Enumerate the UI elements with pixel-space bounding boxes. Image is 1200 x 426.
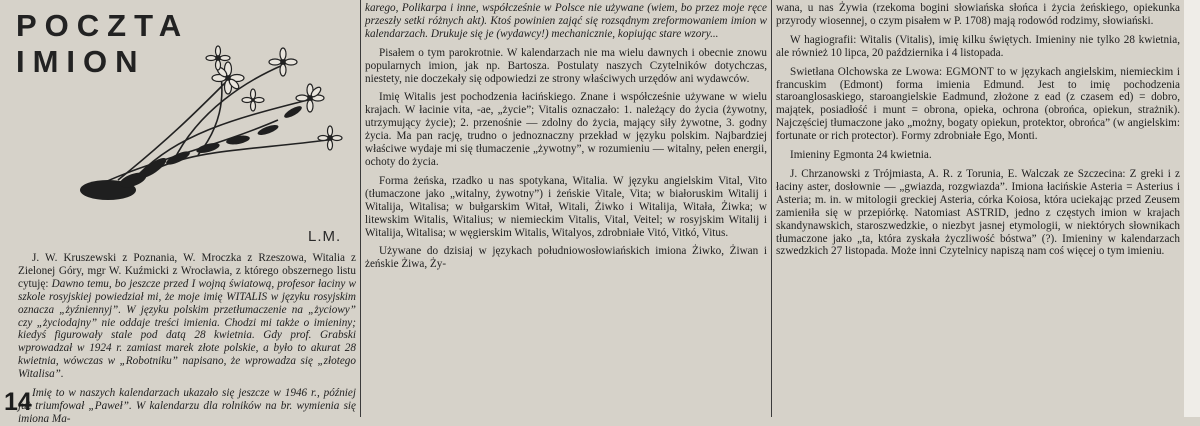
paragraph: Imieniny Egmonta 24 kwietnia.: [790, 149, 932, 162]
letter-2: Swietłana Olchowska ze Lwowa: EGMONT to w językach angielskim, niemieckim i francuskim (Edmont) forma imienia Edmund. Jest to imię pochodzenia staroanglosaskiego, staroangielskie Eadmund, złożone z ead (z czasem ed) = dobro, majątek, posiadłość i munt = obrona, opieka, ochrona (obrońca, opiekun, strażnik). Najczęściej tłumaczone jako „możny, bogaty opiekun, protektor, obrońca” (w angielskim: fortunate or rich protector). Formy zdrobniałe Ego, Monti.: [776, 65, 1180, 143]
letter-3: J. Chrzanowski z Trójmiasta, A. R. z Torunia, E. Walczak ze Szczecina: Z greki i z łaciny aster, dosłownie — „gwiazda, rozgwiazda”. Imiona łacińskie Asteria = Asterius i Asteria; m. in. w mitologii greckiej Asteria, córka Koiosa, która uciekając przed Zeusem zamieniła się w przepiórkę. Natomiast ASTRID, jedno z częstych imion w krajach skandynawskich, staroszwedzkie, o niezbyt jasnej etymologii, w niektórych słownikach tłumaczone jako „ta, która zyskała życzliwość bóstwa” (?). Imieniny w kalendarzach szwedzkich 27 listopada. Może inni Czytelnicy napiszą nam coś więcej o tym imieniu.: [776, 167, 1180, 258]
letter-1: [18, 252, 356, 381]
paragraph: Imię Witalis jest pochodzenia łacińskiego. Znane i współcześnie używane w wielu krajach. W łacinie vita, -ae, „życie”; Vitalis oznaczało: 1. należący do życia (żywotny, utrzymujący życie); 2. przenośnie — zdolny do życia, mający siły żywotne, 3. godny życia. Ma pan rację, trudno o jednoznaczny przekład w języku polskim. Najbardziej właściwe wydaje mi się tłumaczenie „żywotny”, w rozumieniu — witalny, pełen energii, ochoty do życia.: [365, 91, 767, 168]
paragraph: Forma żeńska, rzadko u nas spotykana, Witalia. W języku angielskim Vital, Vito (tłumaczone jako „witalny, żywotny”) i żeńskie Vitale, Vita; w białoruskim Witalij i Witalija, Witalisa; w bułgarskim Witał, Witali, Żiwko i Witalija, Witała, Żiwka; w litewskim Witalis, Witalius; w niemieckim Vitalis, Vital, Veitel; w rosyjskim Witalij i Witalija, Witalisa; w węgierskim Witalis, Witalyos, zdrobniałe Vitó, Vitkó, Vitus.: [365, 174, 767, 239]
flower-illustration: [78, 40, 348, 210]
author-initials: L.M.: [308, 228, 342, 245]
letter-1-quote: Dawno temu, bo jeszcze przed I wojną światową, profesor łaciny w szkole rosyjskiej powiedział mi, że moje imię WITALIS w języku rosyjskim oznacza „żyźniennyj”. W języku polskim przetłumaczenie na „życiowy” czy „życiodajny” nie oddaje treści imienia. Chodzi mi także o imieniny; kiedyś figurowały stale pod datą 28 kwietnia. Gdy prof. Grabski wprowadzał w 1924 r. zamiast marek złote polskie, a było to akurat 28 kwietnia, wówczas w „Robotniku” napisano, że wprowadza się „złotego Witalisa”.: [18, 277, 356, 381]
paragraph: W hagiografii: Witalis (Vitalis), imię kilku świętych. Imieniny nie tylko 28 kwietnia, ale również 10 lipca, 20 października i 4 listopada.: [776, 33, 1180, 59]
column-2: [365, 2, 767, 271]
paragraph: Pisałem o tym parokrotnie. W kalendarzach nie ma wielu dawnych i obecnie znowu popularnych imion, jak np. Bartosza. Postulaty naszych Czytelników dotychczas, niestety, nie doczekały się odpowiedzi ze strony właściwych urzędów ani wydawców.: [365, 46, 767, 85]
paragraph: Imię to w naszych kalendarzach ukazało się jeszcze w 1946 r., później już triumfował „Paweł”. W kalendarzu dla rolników na br. wymienia się imiona Ma-: [18, 387, 356, 425]
column-divider: [771, 0, 772, 417]
title-line-2: IMION: [16, 44, 146, 79]
column-1: [18, 252, 356, 426]
paragraph: Używane do dzisiaj w językach południowosłowiańskich imiona Żiwko, Żiwan i żeńskie Żiwa, Ży-: [365, 245, 767, 271]
paragraph: wana, u nas Żywia (rzekoma bogini słowiańska słońca i życia żeńskiego, opiekunka przyrody wiosennej, o czym pisałem w P. 1708) mają rodowód rodzimy, słowiański.: [776, 2, 1180, 27]
column-divider: [360, 0, 361, 417]
page-edge: [1184, 0, 1200, 417]
paragraph: karego, Polikarpa i inne, współcześnie w Polsce nie używane (wiem, bo przez moje ręce przeszły setki różnych akt). Ktoś powinien zająć się rozsądnym zreformowaniem imion w kalendarzach. Drukuje się je (wydawcy!) mechanicznie, kopiując stare wzory...: [365, 2, 767, 40]
column-3: [776, 2, 1180, 258]
letter-1-intro: J. W. Kruszewski z Poznania, W. Mroczka z Rzeszowa, Witalia z Zielonej Góry, mgr W. Kuźmicki z Wrocławia, z którego obszernego listu cytuję:: [18, 252, 356, 290]
page-number: 14: [4, 388, 32, 416]
title-line-1: POCZTA: [16, 8, 190, 43]
